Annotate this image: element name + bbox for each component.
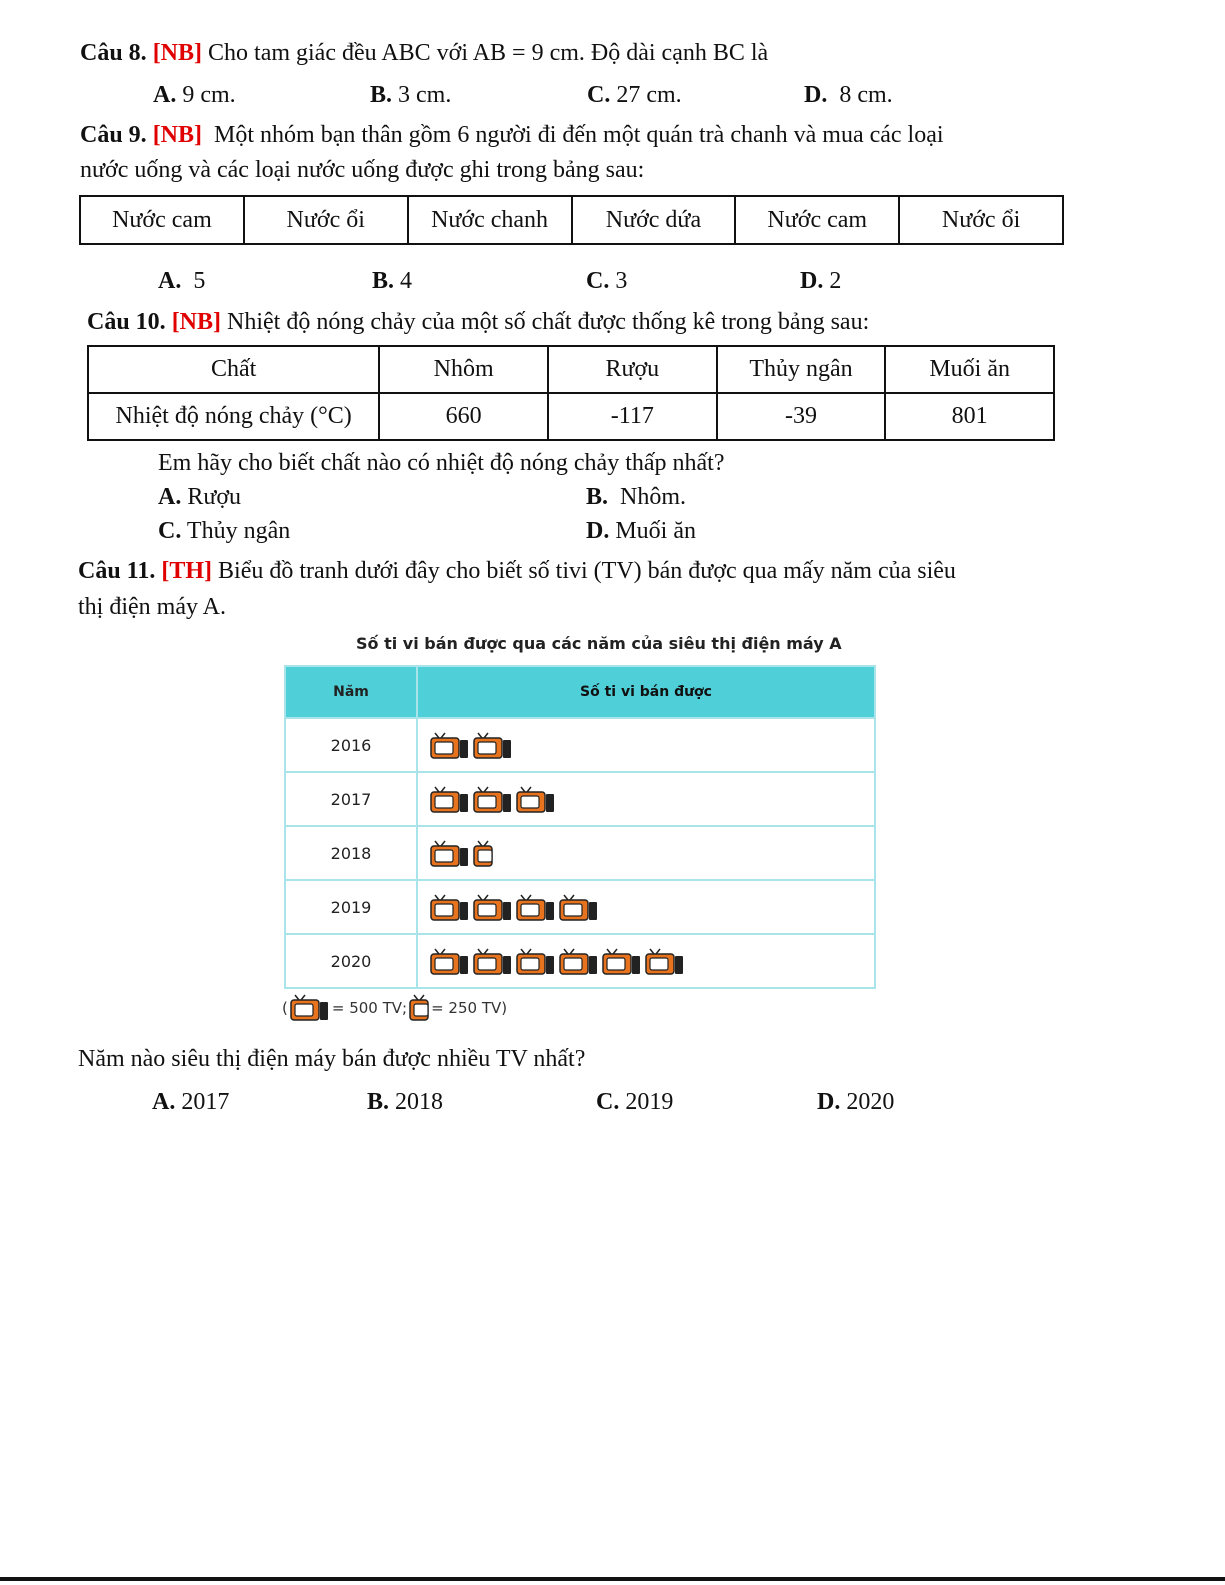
page-bottom-rule bbox=[0, 1577, 1225, 1581]
drink-cell: Nước chanh bbox=[408, 196, 572, 244]
option-key: C. bbox=[586, 268, 610, 294]
column-header-year: Năm bbox=[285, 666, 417, 718]
q10-question: Em hãy cho biết chất nào có nhiệt độ nóng chảy thấp nhất? bbox=[158, 450, 725, 476]
year-cell: 2019 bbox=[285, 880, 417, 934]
option-text: 5 bbox=[193, 268, 206, 294]
option-key: D. bbox=[804, 82, 828, 108]
option-text: 2 bbox=[829, 268, 842, 294]
column-header-count: Số ti vi bán được bbox=[417, 666, 875, 718]
option-text: 27 cm. bbox=[616, 82, 682, 108]
tv-icon bbox=[430, 786, 470, 814]
icons-cell bbox=[417, 826, 875, 880]
tv-icon bbox=[602, 948, 642, 976]
q8-prompt bbox=[80, 40, 768, 67]
option-key: B. bbox=[586, 484, 609, 510]
year-cell: 2017 bbox=[285, 772, 417, 826]
option-text: 2017 bbox=[181, 1089, 230, 1115]
option-key: C. bbox=[596, 1089, 620, 1115]
option-text: 9 cm. bbox=[182, 82, 236, 108]
chart-title: Số ti vi bán được qua các năm của siêu thị điện máy A bbox=[356, 634, 842, 653]
option-key: A. bbox=[158, 484, 182, 510]
pictograph-table bbox=[284, 665, 876, 989]
q10-number: Câu 10. bbox=[87, 309, 166, 335]
tv-icon bbox=[559, 948, 599, 976]
option-key: B. bbox=[370, 82, 393, 108]
icons-cell bbox=[417, 772, 875, 826]
q11-level-tag: [TH] bbox=[161, 558, 213, 584]
q10-option-c[interactable] bbox=[158, 518, 290, 545]
icons-cell bbox=[417, 718, 875, 772]
chart-legend bbox=[282, 994, 507, 1022]
q10-option-a[interactable] bbox=[158, 484, 241, 511]
option-key: A. bbox=[158, 268, 182, 294]
q10-prompt bbox=[87, 309, 869, 336]
tv-icon bbox=[559, 894, 599, 922]
q9-text-line1: Một nhóm bạn thân gồm 6 người đi đến một quán trà chanh và mua các loại bbox=[214, 122, 944, 148]
option-key: D. bbox=[586, 518, 610, 544]
q11-option-b[interactable] bbox=[367, 1089, 443, 1116]
table-row bbox=[285, 718, 875, 772]
option-key: C. bbox=[587, 82, 611, 108]
tv-icon bbox=[516, 894, 556, 922]
q11-prompt-line2: thị điện máy A. bbox=[78, 594, 226, 620]
option-text: 3 bbox=[615, 268, 628, 294]
q9-option-d[interactable] bbox=[800, 268, 841, 295]
q11-option-a[interactable] bbox=[152, 1089, 229, 1116]
option-text: 2018 bbox=[395, 1089, 444, 1115]
legend-full-label: = 500 TV; bbox=[331, 999, 408, 1017]
q8-option-a[interactable] bbox=[153, 82, 236, 109]
tv-icon bbox=[473, 786, 513, 814]
q11-prompt-line1 bbox=[78, 558, 956, 585]
tv-icon bbox=[430, 894, 470, 922]
q10-option-d[interactable] bbox=[586, 518, 696, 545]
header-cell: Nhôm bbox=[379, 346, 548, 393]
value-cell: -39 bbox=[717, 393, 886, 440]
drink-cell: Nước cam bbox=[80, 196, 244, 244]
row-label-cell: Nhiệt độ nóng chảy (°C) bbox=[88, 393, 379, 440]
q9-drinks-table bbox=[79, 195, 1064, 245]
option-key: D. bbox=[800, 268, 824, 294]
option-text: Thủy ngân bbox=[186, 518, 291, 544]
header-cell: Muối ăn bbox=[885, 346, 1054, 393]
q11-number: Câu 11. bbox=[78, 558, 156, 584]
header-cell: Thủy ngân bbox=[717, 346, 886, 393]
tv-icon bbox=[473, 894, 513, 922]
q11-question: Năm nào siêu thị điện máy bán được nhiều TV nhất? bbox=[78, 1046, 586, 1072]
table-row bbox=[285, 772, 875, 826]
option-text: 2019 bbox=[625, 1089, 674, 1115]
tv-icon bbox=[645, 948, 685, 976]
tv-icon bbox=[430, 840, 470, 868]
table-row bbox=[285, 880, 875, 934]
value-cell: 660 bbox=[379, 393, 548, 440]
tv-icon bbox=[516, 948, 556, 976]
drink-cell: Nước ổi bbox=[899, 196, 1063, 244]
q9-option-a[interactable] bbox=[158, 268, 205, 295]
tv-icon bbox=[430, 732, 470, 760]
tv-icon bbox=[473, 732, 513, 760]
option-text: 3 cm. bbox=[398, 82, 452, 108]
option-text: 4 bbox=[400, 268, 413, 294]
q8-option-c[interactable] bbox=[587, 82, 682, 109]
year-cell: 2018 bbox=[285, 826, 417, 880]
icons-cell bbox=[417, 880, 875, 934]
option-key: B. bbox=[367, 1089, 390, 1115]
tv-icon bbox=[516, 786, 556, 814]
q8-number: Câu 8. bbox=[80, 40, 147, 66]
q10-level-tag: [NB] bbox=[171, 309, 222, 335]
legend-half-label: = 250 TV) bbox=[431, 999, 508, 1017]
q10-option-b[interactable] bbox=[586, 484, 686, 511]
header-cell: Rượu bbox=[548, 346, 717, 393]
q8-option-d[interactable] bbox=[804, 82, 893, 109]
year-cell: 2020 bbox=[285, 934, 417, 988]
option-text: 8 cm. bbox=[839, 82, 893, 108]
q9-level-tag: [NB] bbox=[152, 122, 203, 148]
table-row bbox=[285, 826, 875, 880]
year-cell: 2016 bbox=[285, 718, 417, 772]
q9-option-c[interactable] bbox=[586, 268, 627, 295]
q10-melting-table bbox=[87, 345, 1055, 441]
option-text: 2020 bbox=[846, 1089, 895, 1115]
q9-number: Câu 9. bbox=[80, 122, 147, 148]
header-cell: Chất bbox=[88, 346, 379, 393]
half-tv-icon bbox=[409, 994, 429, 1022]
tv-icon bbox=[473, 948, 513, 976]
option-text: Rượu bbox=[187, 484, 242, 510]
icons-cell bbox=[417, 934, 875, 988]
q10-text: Nhiệt độ nóng chảy của một số chất được thống kê trong bảng sau: bbox=[227, 309, 870, 335]
half-tv-icon bbox=[473, 840, 493, 868]
tv-icon bbox=[290, 994, 330, 1022]
q9-prompt-line1 bbox=[80, 122, 944, 149]
q8-level-tag: [NB] bbox=[152, 40, 203, 66]
q11-text-line1: Biểu đồ tranh dưới đây cho biết số tivi (TV) bán được qua mấy năm của siêu bbox=[218, 558, 956, 584]
drink-cell: Nước ổi bbox=[244, 196, 408, 244]
table-row bbox=[285, 934, 875, 988]
option-text: Nhôm. bbox=[620, 484, 687, 510]
value-cell: -117 bbox=[548, 393, 717, 440]
option-key: B. bbox=[372, 268, 395, 294]
q9-prompt-line2: nước uống và các loại nước uống được ghi trong bảng sau: bbox=[80, 157, 645, 183]
option-key: C. bbox=[158, 518, 182, 544]
value-cell: 801 bbox=[885, 393, 1054, 440]
drink-cell: Nước dứa bbox=[572, 196, 736, 244]
legend-open-paren: ( bbox=[282, 999, 288, 1017]
q9-option-b[interactable] bbox=[372, 268, 412, 295]
option-key: A. bbox=[152, 1089, 176, 1115]
q11-option-d[interactable] bbox=[817, 1089, 894, 1116]
q8-text: Cho tam giác đều ABC với AB = 9 cm. Độ dài cạnh BC là bbox=[208, 40, 769, 66]
option-key: A. bbox=[153, 82, 177, 108]
q8-option-b[interactable] bbox=[370, 82, 451, 109]
q11-option-c[interactable] bbox=[596, 1089, 673, 1116]
option-text: Muối ăn bbox=[615, 518, 697, 544]
option-key: D. bbox=[817, 1089, 841, 1115]
drink-cell: Nước cam bbox=[735, 196, 899, 244]
tv-icon bbox=[430, 948, 470, 976]
